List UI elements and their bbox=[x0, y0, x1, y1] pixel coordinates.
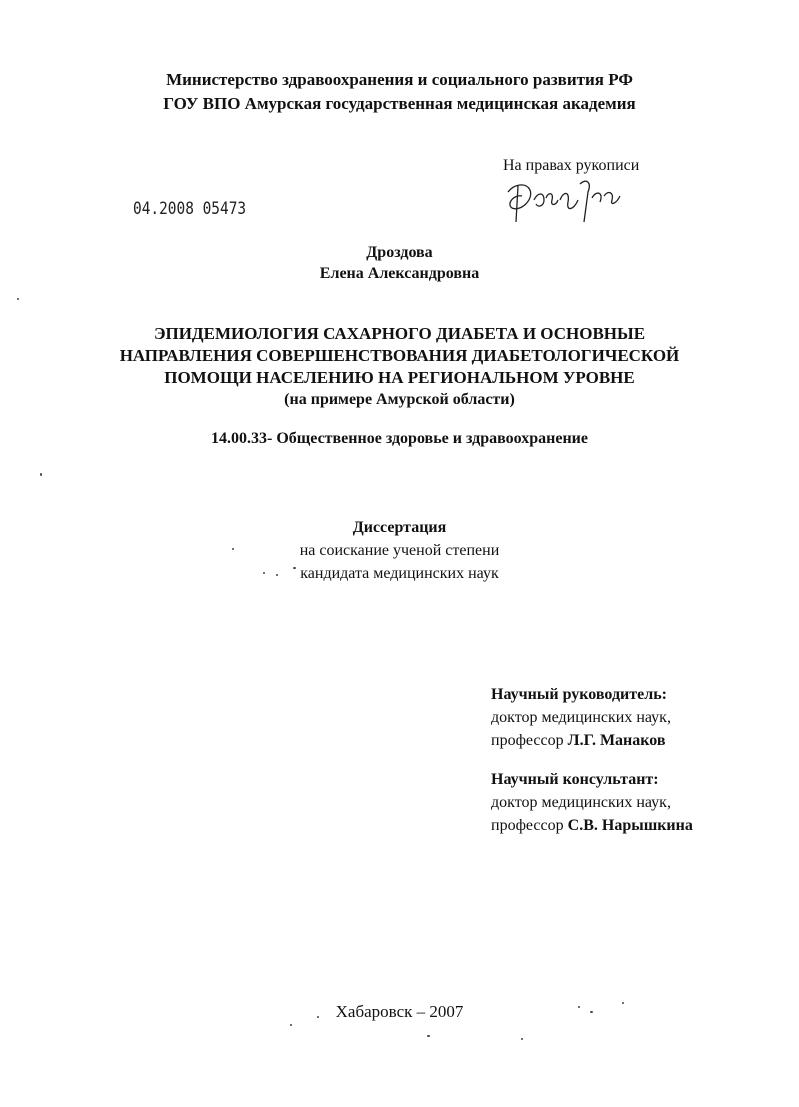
scan-speck bbox=[521, 1038, 523, 1040]
thesis-degree-line-2: кандидата медицинских наук bbox=[300, 565, 499, 582]
academy-name: ГОУ ВПО Амурская государственная медицинская академия bbox=[163, 94, 636, 113]
scan-speck bbox=[276, 574, 278, 576]
scan-speck bbox=[232, 548, 234, 550]
scan-speck bbox=[40, 473, 42, 476]
title-subtitle: (на примере Амурской области) bbox=[284, 391, 515, 408]
author-given-names: Елена Александровна bbox=[319, 265, 480, 282]
consultant-block bbox=[491, 768, 693, 837]
thesis-type: Диссертация bbox=[352, 519, 447, 536]
signature-image bbox=[500, 170, 630, 235]
scan-speck bbox=[293, 567, 296, 569]
city-year: Хабаровск – 2007 bbox=[335, 1002, 464, 1021]
scan-speck bbox=[317, 1016, 319, 1018]
supervisor-degree: доктор медицинских наук, bbox=[491, 709, 671, 726]
author-block bbox=[0, 242, 799, 284]
scan-speck bbox=[290, 1024, 292, 1026]
speciality-code: 14.00.33- Общественное здоровье и здравоохранение bbox=[211, 430, 588, 447]
supervisor-heading: Научный руководитель: bbox=[491, 686, 667, 703]
consultant-title: профессор bbox=[491, 817, 564, 834]
thesis-type-block bbox=[0, 516, 799, 585]
supervisor-title: профессор bbox=[491, 732, 564, 749]
author-surname: Дроздова bbox=[366, 244, 433, 261]
title-line-2: НАПРАВЛЕНИЯ СОВЕРШЕНСТВОВАНИЯ ДИАБЕТОЛОГИЧЕСКОЙ bbox=[119, 346, 680, 365]
consultant-line bbox=[491, 814, 693, 837]
supervisor-block bbox=[491, 683, 671, 752]
scan-speck bbox=[590, 1011, 593, 1013]
title-line-3: ПОМОЩИ НАСЕЛЕНИЮ НА РЕГИОНАЛЬНОМ УРОВНЕ bbox=[164, 368, 635, 387]
header bbox=[0, 68, 799, 116]
thesis-degree-line-1: на соискание ученой степени bbox=[299, 542, 500, 559]
title-line-1: ЭПИДЕМИОЛОГИЯ САХАРНОГО ДИАБЕТА И ОСНОВНЫЕ bbox=[153, 324, 646, 343]
consultant-name: С.В. Нарышкина bbox=[567, 817, 693, 834]
consultant-heading: Научный консультант: bbox=[491, 771, 659, 788]
manuscript-note: На правах рукописи bbox=[503, 157, 640, 174]
scan-speck bbox=[263, 572, 265, 574]
scan-speck bbox=[622, 1002, 624, 1004]
supervisor-name: Л.Г. Манаков bbox=[567, 732, 666, 749]
ministry-name: Министерство здравоохранения и социального развития РФ bbox=[166, 70, 633, 89]
consultant-degree: доктор медицинских наук, bbox=[491, 794, 671, 811]
registry-number: 04.2008 05473 bbox=[133, 199, 247, 219]
scan-speck bbox=[17, 298, 19, 300]
scan-speck bbox=[578, 1006, 580, 1008]
thesis-title bbox=[0, 323, 799, 389]
supervisor-line bbox=[491, 729, 671, 752]
scan-speck bbox=[427, 1035, 430, 1037]
